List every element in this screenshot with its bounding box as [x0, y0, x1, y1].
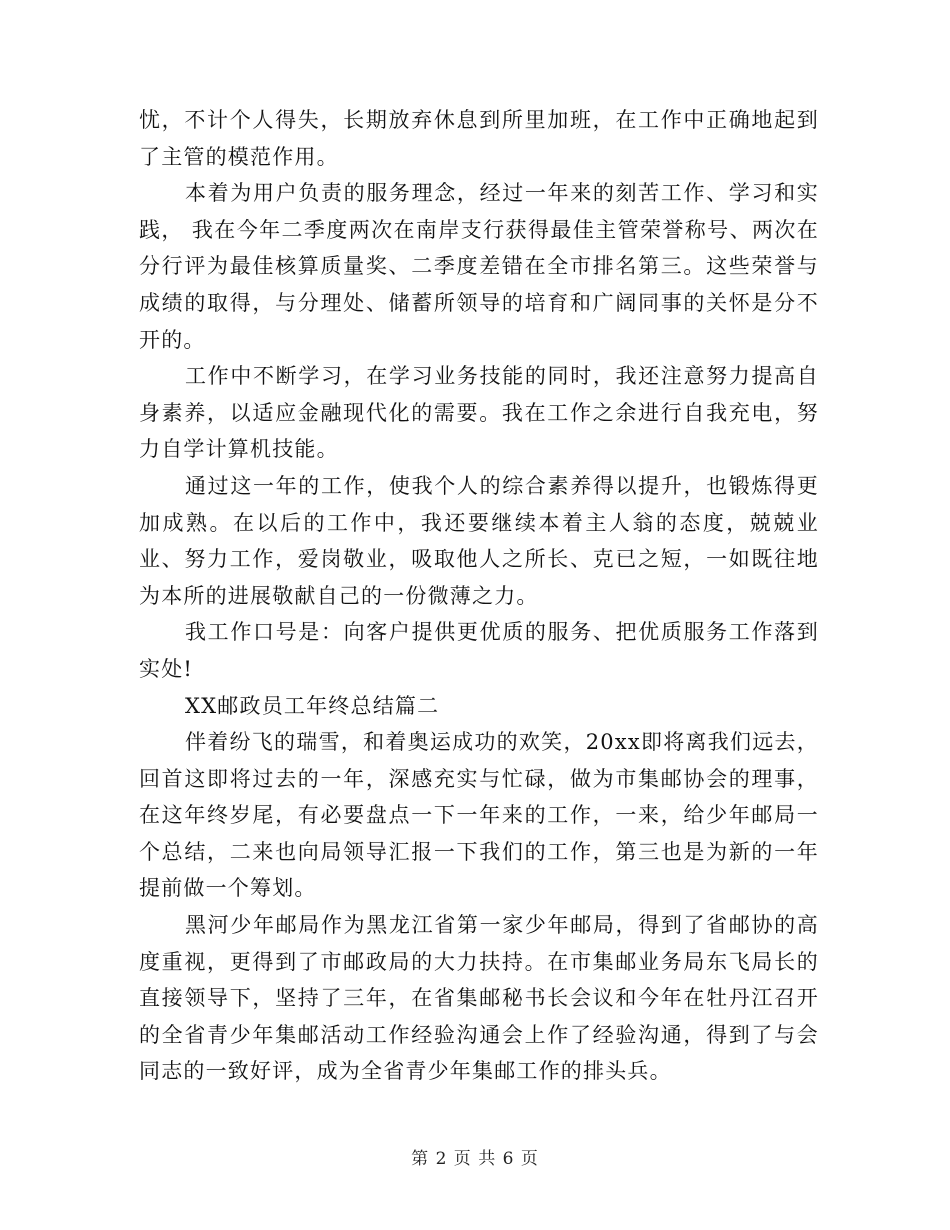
document-body [139, 102, 819, 1090]
paragraph-year-end-intro: 伴着纷飞的瑞雪，和着奥运成功的欢笑，20xx即将离我们远去，回首这即将过去的一年，深感充实与忙碌，做为市集邮协会的理事，在这年终岁尾，有必要盘点一下一年来的工作，一来，给少年邮局一个总结，二来也向局领导汇报一下我们的工作，第三也是为新的一年提前做一个筹划。 [139, 730, 819, 901]
paragraph-continuous-learning: 工作中不断学习，在学习业务技能的同时，我还注意努力提高自身素养，以适应金融现代化的需要。我在工作之余进行自我充电，努力自学计算机技能。 [139, 364, 819, 462]
paragraph-work-slogan: 我工作口号是：向客户提供更优质的服务、把优质服务工作落到实处! [139, 620, 819, 681]
paragraph-youth-post-office: 黑河少年邮局作为黑龙江省第一家少年邮局，得到了省邮协的高度重视，更得到了市邮政局的大力扶持。在市集邮业务局东飞局长的直接领导下，坚持了三年，在省集邮秘书长会议和今年在牡丹江召开的全省青少年集邮活动工作经验沟通会上作了经验沟通，得到了与会同志的一致好评，成为全省青少年集邮工作的排头兵。 [139, 913, 819, 1084]
paragraph-continuation: 忧，不计个人得失，长期放弃休息到所里加班，在工作中正确地起到了主管的模范作用。 [139, 108, 819, 169]
page-footer: 第 2 页 共 6 页 [411, 1149, 539, 1169]
section-heading: XX邮政员工年终总结篇二 [185, 693, 440, 718]
paragraph-service-honors: 本着为用户负责的服务理念，经过一年来的刻苦工作、学习和实践， 我在今年二季度两次在南岸支行获得最佳主管荣誉称号、两次在分行评为最佳核算质量奖、二季度差错在全市排名第三。这些荣誉与成绩的取得，与分理处、储蓄所领导的培育和广阔同事的关怀是分不开的。 [139, 181, 819, 352]
paragraph-year-reflection: 通过这一年的工作，使我个人的综合素养得以提升，也锻炼得更加成熟。在以后的工作中，我还要继续本着主人翁的态度，兢兢业业、努力工作，爱岗敬业，吸取他人之所长、克已之短，一如既往地为本所的进展敬献自己的一份微薄之力。 [139, 473, 819, 608]
